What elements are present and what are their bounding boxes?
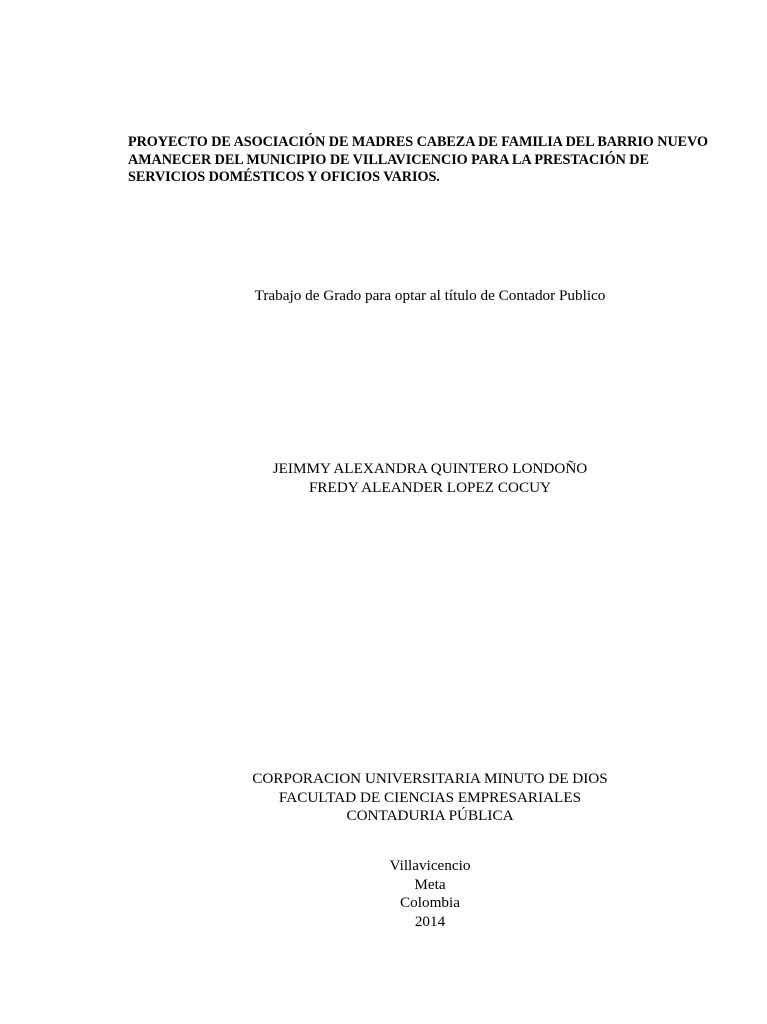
- title-line: SERVICIOS DOMÉSTICOS Y OFICIOS VARIOS.: [128, 169, 440, 185]
- institution-name: CORPORACION UNIVERSITARIA MINUTO DE DIOS: [252, 770, 608, 787]
- program-name: CONTADURIA PÚBLICA: [346, 807, 514, 824]
- title-line: PROYECTO DE ASOCIACIÓN DE MADRES CABEZA DE FAMILIA DEL BARRIO NUEVO: [128, 134, 708, 150]
- author-name: FREDY ALEANDER LOPEZ COCUY: [308, 478, 552, 496]
- department: Meta: [414, 875, 446, 893]
- author-name: JEIMMY ALEXANDRA QUINTERO LONDOÑO: [272, 460, 588, 477]
- title-line: AMANECER DEL MUNICIPIO DE VILLAVICENCIO PARA LA PRESTACIÓN DE: [128, 151, 649, 168]
- degree-subtitle: [60, 287, 767, 306]
- city: Villavicencio: [389, 857, 471, 874]
- place-date-block: [60, 857, 767, 931]
- country: Colombia: [400, 894, 460, 911]
- institution-block: [60, 770, 767, 826]
- document-title: [128, 134, 728, 187]
- faculty-name: FACULTAD DE CIENCIAS EMPRESARIALES: [278, 788, 582, 806]
- year: 2014: [414, 912, 446, 930]
- authors-block: [60, 460, 767, 497]
- subtitle-text: Trabajo de Grado para optar al título de Contador Publico: [254, 287, 606, 304]
